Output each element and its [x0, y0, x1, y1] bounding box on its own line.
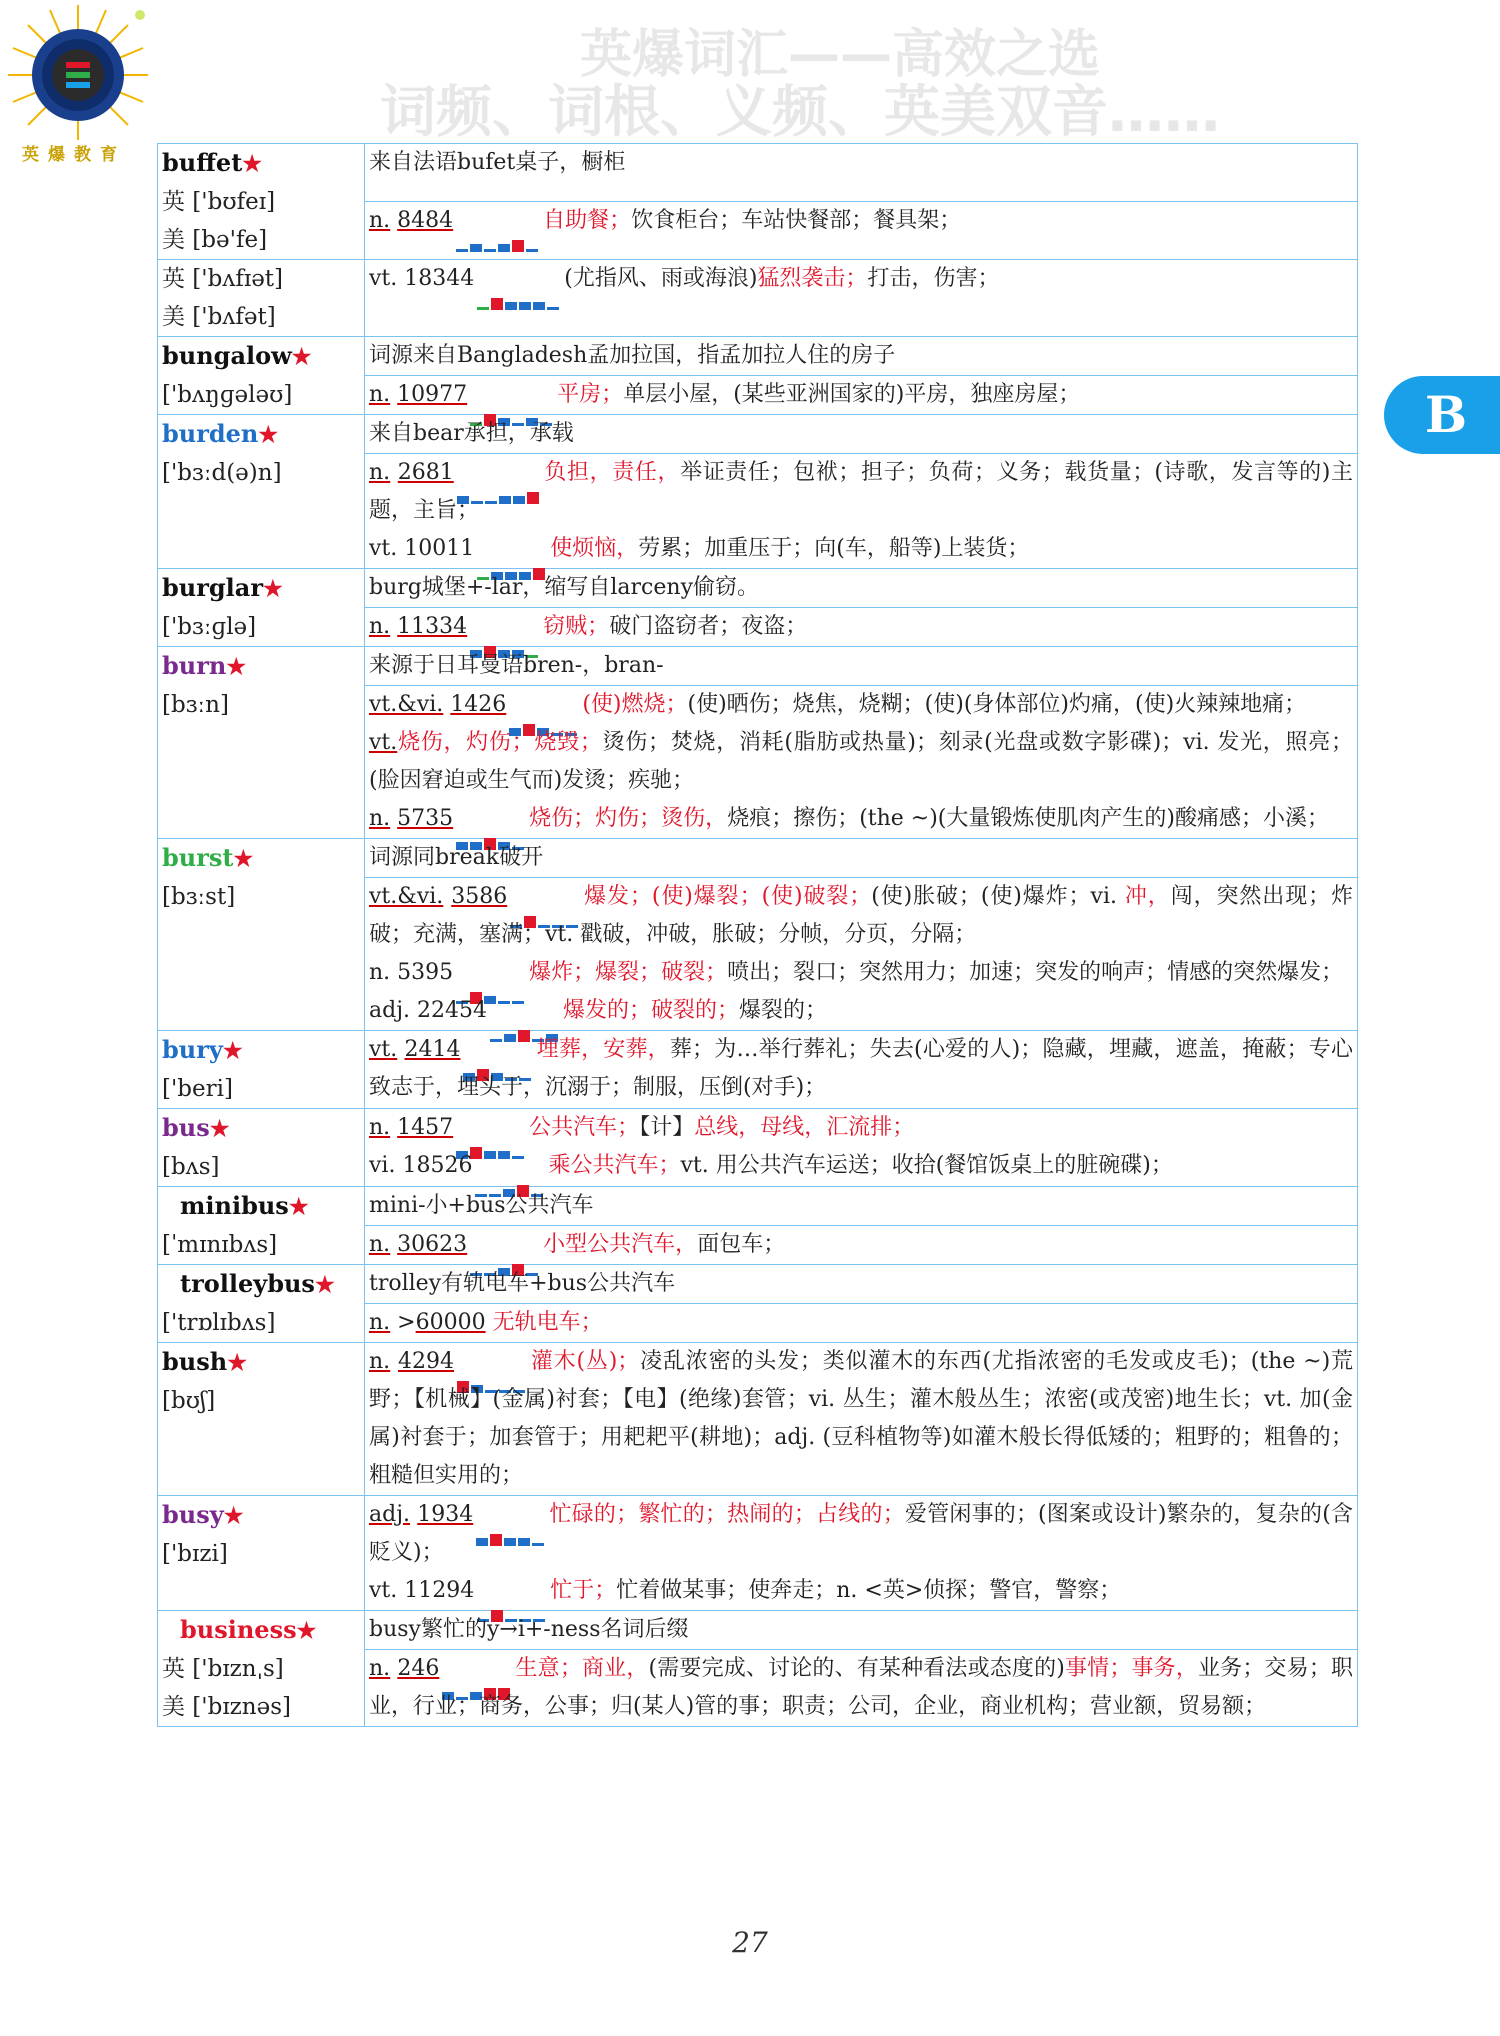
- key-meaning: 忙于；: [550, 1578, 617, 1603]
- headword: [162, 1109, 360, 1148]
- entry-row: [158, 260, 1358, 337]
- definition-text: 【计】: [639, 1115, 695, 1140]
- headword: [162, 839, 360, 878]
- headword-text: burn: [162, 651, 227, 680]
- section-letter-tab[interactable]: B: [1384, 376, 1500, 454]
- headword-cell: [158, 1496, 365, 1611]
- headword-text: buffet: [162, 148, 243, 177]
- star-icon: ★: [227, 1350, 247, 1376]
- definition-text: (使)晒伤；烧焦，烧糊；(使)(身体部位)灼痛，(使)火辣辣地痛；: [687, 692, 1307, 717]
- headword: [162, 569, 360, 608]
- frequency-segment: [518, 1538, 530, 1546]
- definition-cell: [365, 1109, 1358, 1187]
- key-meaning: 公共汽车；: [529, 1115, 640, 1140]
- definition-line: [369, 376, 1353, 414]
- definition-line: [369, 1147, 1353, 1185]
- key-meaning: 忙碌的；繁忙的；热闹的；占线的；: [549, 1502, 905, 1527]
- frequency-bar-icon: [490, 1004, 560, 1018]
- definition-line: [369, 1496, 1353, 1572]
- definition-line: [369, 202, 1353, 240]
- definition-text: 烧痕；擦伤；(the ~)(大量锻炼使肌肉产生的)酸痛感；小溪；: [727, 806, 1329, 831]
- key-meaning: 无轨电车；: [492, 1310, 603, 1335]
- frequency-bar-icon: [477, 1584, 547, 1598]
- definition-cell: [365, 1187, 1358, 1226]
- phonetic: [bɜːst]: [162, 884, 236, 910]
- frequency-segment: [526, 249, 538, 252]
- definition-cell: [365, 1343, 1358, 1496]
- definition-text: 凌乱浓密的头发；类似灌木的东西(尤指浓密的毛发或皮毛)；(the ~)荒野；【机械】(金属)衬套；【电】(绝缘)套管；vi. 丛生；灌木般丛生；浓密(或茂密)地生长；vt. 加(金属)衬套于；加套管于；用耙耙平(耕地)；adj. (豆科植物等)如灌木般长得低矮的；粗野的；粗鲁的；粗糙但实用的；: [369, 1349, 1353, 1488]
- key-meaning: 小型公共汽车，: [543, 1232, 698, 1257]
- frequency-bar-icon: [477, 542, 547, 556]
- frequency-segment: [505, 302, 517, 310]
- watermark-line2: 词频、词根、义频、英美双音……: [380, 80, 1220, 145]
- headword-text: bury: [162, 1035, 223, 1064]
- frequency-bar-icon: [456, 1121, 526, 1135]
- definition-text: 2681: [397, 460, 454, 485]
- frequency-segment: [519, 302, 531, 310]
- frequency-segment: [490, 1534, 502, 1546]
- definition-text: vt. 11294: [369, 1578, 475, 1603]
- definition-text: n. 5395: [369, 960, 454, 985]
- definition-text: 5735: [397, 806, 454, 831]
- star-icon: ★: [226, 654, 247, 680]
- definition-text: (需要完成、讨论的、有某种看法或态度的): [648, 1656, 1065, 1681]
- frequency-segment: [513, 496, 525, 504]
- definition-line: [369, 530, 1353, 568]
- phonetic: 英 ['bʊfeɪ]: [162, 189, 276, 215]
- headword: [162, 337, 360, 376]
- frequency-bar-icon: [470, 620, 540, 634]
- headword: [162, 647, 360, 686]
- logo-text: 英爆教育: [22, 145, 126, 165]
- definition-cell: [365, 144, 1358, 202]
- key-meaning: 埋葬，安葬，: [536, 1037, 670, 1062]
- phonetic: ['bɪzi]: [162, 1541, 228, 1567]
- definition-line: [369, 1109, 1353, 1147]
- headword-cell: [158, 1611, 365, 1727]
- definition-cell: [365, 1304, 1358, 1343]
- definition-cell: [365, 647, 1358, 686]
- definition-line: [369, 608, 1353, 646]
- definition-text: 来自法语bufet桌子，橱柜: [369, 150, 626, 175]
- frequency-segment: [533, 302, 545, 310]
- definition-text: 来自bear承担，承载: [369, 421, 574, 446]
- headword-cell: [158, 1187, 365, 1265]
- entry-row: [158, 337, 1358, 376]
- definition-line: [369, 954, 1353, 992]
- star-icon: ★: [288, 1194, 309, 1220]
- definition-text: vi. 18526: [369, 1153, 473, 1178]
- definition-cell: [365, 1031, 1358, 1109]
- definition-line: [369, 724, 1353, 800]
- dictionary-table: [157, 143, 1358, 1727]
- key-meaning: 事情；事务，: [1064, 1656, 1198, 1681]
- star-icon: ★: [223, 1503, 244, 1529]
- headword: [162, 1265, 360, 1304]
- definition-line: [369, 878, 1353, 954]
- headword-cell: [158, 337, 365, 415]
- definition-text: [390, 460, 398, 485]
- key-meaning: 负担，责任，: [543, 460, 681, 485]
- definition-text: 破门盗窃者；夜盗；: [609, 614, 808, 639]
- definition-text: n.: [369, 1310, 391, 1335]
- phonetic: ['bɜːɡlə]: [162, 614, 257, 640]
- frequency-segment: [470, 244, 482, 252]
- entry-row: [158, 1109, 1358, 1187]
- definition-text: 3586: [451, 884, 508, 909]
- definition-text: vt. 用公共汽车运送；收拾(餐馆饭桌上的脏碗碟)；: [680, 1153, 1173, 1178]
- headword: [162, 1187, 360, 1226]
- definition-text: vt. 10011: [369, 536, 475, 561]
- key-meaning: 总线，母线，汇流排；: [694, 1115, 915, 1140]
- definition-text: n.: [369, 208, 391, 233]
- definition-line: [369, 1650, 1353, 1726]
- definition-text: 喷出；裂口；突然用力；加速；突发的响声；情感的突然爆发；: [727, 960, 1344, 985]
- definition-line: [369, 1031, 1353, 1107]
- headword: [162, 144, 360, 183]
- definition-line: [369, 144, 1353, 182]
- brand-logo: [0, 0, 160, 170]
- definition-text: (尤指风、雨或海浪): [564, 266, 758, 291]
- definition-text: n.: [369, 614, 391, 639]
- headword-cell: [158, 569, 365, 647]
- entry-row: [158, 569, 1358, 608]
- headword: [162, 1343, 360, 1382]
- definition-text: 单层小屋，(某些亚洲国家的)平房，独座房屋；: [623, 382, 1081, 407]
- key-meaning: 爆发；(使)爆裂；(使)破裂；: [583, 884, 872, 909]
- frequency-segment: [512, 240, 524, 252]
- star-icon: ★: [291, 344, 312, 370]
- definition-text: busy繁忙的y→i+-ness名词后缀: [369, 1617, 689, 1642]
- key-meaning: 爆炸；爆裂；破裂；: [529, 960, 728, 985]
- entry-row: [158, 1187, 1358, 1226]
- headword-text: minibus: [180, 1191, 289, 1220]
- phonetic: ['bɜːd(ə)n]: [162, 460, 282, 486]
- frequency-segment: [476, 1538, 488, 1546]
- frequency-segment: [477, 307, 489, 310]
- headword-cell: [158, 260, 365, 337]
- phonetic: [bʌs]: [162, 1154, 220, 1180]
- phonetic: ['trɒlɪbʌs]: [162, 1310, 276, 1336]
- definition-text: mini-小+bus公共汽车: [369, 1193, 594, 1218]
- headword-text: burden: [162, 419, 259, 448]
- definition-text: 词源同break破开: [369, 845, 544, 870]
- headword: [162, 1611, 360, 1650]
- definition-text: 忙着做某事；使奔走；n. <英>侦探；警官，警察；: [616, 1578, 1122, 1603]
- definition-text: 烫伤；焚烧，消耗(脂肪或热量)；刻录(光盘或数字影碟)；vi. 发光，照亮；(脸因窘迫或生气而)发烫；疾驰；: [369, 730, 1353, 793]
- definition-text: n.: [369, 382, 391, 407]
- definition-text: adj.: [369, 1502, 411, 1527]
- definition-line: [369, 1611, 1353, 1649]
- frequency-bar-icon: [475, 1159, 545, 1173]
- definition-line: [369, 1572, 1353, 1610]
- frequency-segment: [491, 298, 503, 310]
- headword-cell: [158, 144, 365, 260]
- headword-cell: [158, 1265, 365, 1343]
- star-icon: ★: [296, 1618, 317, 1644]
- definition-line: [369, 647, 1353, 685]
- frequency-segment: [532, 1543, 544, 1546]
- definition-text: vt.: [369, 1037, 398, 1062]
- headword-cell: [158, 415, 365, 569]
- entry-row: [158, 1031, 1358, 1109]
- frequency-segment: [547, 307, 559, 310]
- definition-line: [369, 337, 1353, 375]
- headword: [162, 415, 360, 454]
- definition-cell: [365, 260, 1358, 337]
- definition-text: 面包车；: [697, 1232, 786, 1257]
- definition-text: 打击，伤害；: [867, 266, 1000, 291]
- headword: [162, 1496, 360, 1535]
- definition-text: 8484: [397, 208, 454, 233]
- definition-text: 60000: [415, 1310, 486, 1335]
- definition-text: 葬；为…举行葬礼；失去(心爱的人)；隐藏，埋藏，遮盖，掩蔽；专心致志于，埋头于，沉溺于；制服，压倒(对手)；: [369, 1037, 1353, 1100]
- entry-row: [158, 415, 1358, 454]
- headword-text: trolleybus: [180, 1269, 315, 1298]
- frequency-bar-icon: [456, 966, 526, 980]
- definition-text: 饮食柜台；车站快餐部；餐具架；: [631, 208, 962, 233]
- entry-row: [158, 1343, 1358, 1496]
- definition-text: burg城堡+-lar，缩写自larceny偷窃。: [369, 575, 759, 600]
- definition-text: n.: [369, 806, 391, 831]
- entry-row: [158, 144, 1358, 202]
- watermark-line1: 英爆词汇——高效之选: [579, 25, 1100, 85]
- key-meaning: 生意；商业，: [515, 1656, 649, 1681]
- key-meaning: 乘公共汽车；: [548, 1153, 681, 1178]
- definition-cell: [365, 202, 1358, 260]
- definition-text: 劳累；加重压于；向(车，船等)上装货；: [638, 536, 1030, 561]
- definition-cell: [365, 878, 1358, 1031]
- key-meaning: 冲，: [1124, 884, 1171, 909]
- frequency-segment: [485, 501, 497, 504]
- key-meaning: 自助餐；: [543, 208, 632, 233]
- definition-cell: [365, 454, 1358, 569]
- headword-text: bush: [162, 1347, 228, 1376]
- definition-cell: [365, 1496, 1358, 1611]
- frequency-bar-icon: [457, 466, 541, 480]
- definition-cell: [365, 337, 1358, 376]
- definition-cell: [365, 1650, 1358, 1727]
- definition-text: 10977: [397, 382, 468, 407]
- phonetic: 英 ['bʌfɪət]: [162, 266, 284, 292]
- definition-text: n.: [369, 1115, 391, 1140]
- phonetic: ['beri]: [162, 1076, 233, 1102]
- definition-text: n.: [369, 1232, 391, 1257]
- definition-cell: [365, 1226, 1358, 1265]
- definition-line: [369, 415, 1353, 453]
- phonetic: 英 ['bɪznˌs]: [162, 1656, 284, 1682]
- entry-row: [158, 1611, 1358, 1650]
- headword-text: burglar: [162, 573, 263, 602]
- frequency-segment: [527, 492, 539, 504]
- definition-line: [369, 260, 1353, 298]
- definition-cell: [365, 415, 1358, 454]
- definition-text: n.: [369, 1349, 391, 1374]
- definition-text: 举证责任；包袱；担子；负荷；义务；载货量；(诗歌，发言等的)主题，主旨；: [369, 460, 1353, 523]
- key-meaning: 使烦恼，: [550, 536, 639, 561]
- frequency-segment: [498, 244, 510, 252]
- definition-text: 1457: [397, 1115, 454, 1140]
- definition-text: 30623: [397, 1232, 468, 1257]
- key-meaning: 窃贼；: [543, 614, 610, 639]
- frequency-segment: [456, 249, 468, 252]
- sunburst-logo-icon: [0, 0, 160, 140]
- phonetic: [bɜːn]: [162, 692, 229, 718]
- definition-line: [369, 454, 1353, 530]
- headword-cell: [158, 1031, 365, 1109]
- definition-text: 爱管闲事的；(图案或设计)繁杂的，复杂的(含贬义)；: [369, 1502, 1353, 1565]
- star-icon: ★: [258, 422, 279, 448]
- headword-text: bus: [162, 1113, 210, 1142]
- definition-text: 业务；交易；职业，行业；商务，公事；归(某人)管的事；职责；公司，企业，商业机构；营业额，贸易额；: [369, 1656, 1353, 1719]
- phonetic: [ˈmɪnɪbʌs]: [162, 1232, 278, 1258]
- headword: [162, 1031, 360, 1070]
- frequency-segment: [504, 1538, 516, 1546]
- definition-cell: [365, 376, 1358, 415]
- definition-text: [486, 1310, 493, 1335]
- key-meaning: 平房；: [557, 382, 624, 407]
- definition-line: [369, 1343, 1353, 1495]
- star-icon: ★: [242, 151, 263, 177]
- key-meaning: 猛烈袭击；: [757, 266, 868, 291]
- frequency-segment: [499, 496, 511, 504]
- phonetic: 美 [bə'fe]: [162, 227, 268, 253]
- definition-text: adj. 22454: [369, 998, 487, 1023]
- frequency-bar-icon: [470, 388, 554, 402]
- headword-cell: [158, 1109, 365, 1187]
- definition-text: >: [390, 1310, 416, 1335]
- definition-cell: [365, 686, 1358, 839]
- frequency-segment: [484, 249, 496, 252]
- entry-row: [158, 647, 1358, 686]
- definition-text: vt.: [369, 730, 398, 755]
- entry-row: [158, 839, 1358, 878]
- frequency-bar-icon: [456, 812, 526, 826]
- definition-text: 2414: [404, 1037, 461, 1062]
- key-meaning: 烧伤；灼伤；烫伤，: [529, 806, 728, 831]
- frequency-bar-icon: [470, 1238, 540, 1252]
- definition-text: [390, 1349, 398, 1374]
- definition-text: 闯，突然出现；炸破；充满，塞满；vt. 戳破，冲破，胀破；分帧，分页，分隔；: [369, 884, 1353, 947]
- frequency-bar-icon: [510, 890, 580, 904]
- key-meaning: 爆发的；破裂的；: [563, 998, 740, 1023]
- frequency-bar-icon: [442, 1662, 512, 1676]
- frequency-bar-icon: [457, 1355, 527, 1369]
- definition-cell: [365, 569, 1358, 608]
- definition-line: [369, 1265, 1353, 1303]
- headword-text: bungalow: [162, 341, 292, 370]
- definition-text: vt.&vi.: [369, 692, 444, 717]
- definition-text: 11334: [397, 614, 468, 639]
- definition-text: n.: [369, 1656, 391, 1681]
- frequency-bar-icon: [463, 1043, 533, 1057]
- headword-cell: [158, 839, 365, 1031]
- definition-line: [369, 800, 1353, 838]
- definition-line: [369, 992, 1353, 1030]
- definition-text: vt.&vi.: [369, 884, 444, 909]
- headword-cell: [158, 1343, 365, 1496]
- phonetic: ['bʌŋɡələʊ]: [162, 382, 293, 408]
- definition-cell: [365, 1611, 1358, 1650]
- definition-line: [369, 1226, 1353, 1264]
- star-icon: ★: [222, 1038, 243, 1064]
- definition-line: [369, 686, 1353, 724]
- definition-cell: [365, 608, 1358, 647]
- definition-text: 1934: [417, 1502, 474, 1527]
- entry-row: [158, 1496, 1358, 1611]
- key-meaning: 灌木(丛)；: [530, 1349, 640, 1374]
- definition-line: [369, 1304, 1353, 1342]
- headword-text: busy: [162, 1500, 224, 1529]
- star-icon: ★: [209, 1116, 230, 1142]
- headword-cell: [158, 647, 365, 839]
- page-number: 27: [732, 1926, 768, 1959]
- definition-text: trolley有轨电车+bus公共汽车: [369, 1271, 676, 1296]
- phonetic: 美 ['bɪznəs]: [162, 1694, 292, 1720]
- definition-line: [369, 1187, 1353, 1225]
- phonetic: 美 ['bʌfət]: [162, 304, 276, 330]
- definition-cell: [365, 839, 1358, 878]
- definition-text: 词源来自Bangladesh孟加拉国，指孟加拉人住的房子: [369, 343, 896, 368]
- key-meaning: (使)燃烧；: [582, 692, 688, 717]
- phonetic: [bʊʃ]: [162, 1388, 216, 1414]
- definition-cell: [365, 1265, 1358, 1304]
- definition-text: 1426: [450, 692, 507, 717]
- frequency-bar-icon: [477, 272, 561, 286]
- frequency-bar-icon: [476, 1508, 546, 1522]
- key-meaning: 烧伤，灼伤；烧毁；: [397, 730, 602, 755]
- definition-text: 246: [397, 1656, 440, 1681]
- star-icon: ★: [314, 1272, 335, 1298]
- definition-text: 爆裂的；: [739, 998, 828, 1023]
- frequency-bar-icon: [509, 698, 579, 712]
- definition-line: [369, 839, 1353, 877]
- star-icon: ★: [233, 846, 254, 872]
- definition-text: vt. 18344: [369, 266, 475, 291]
- headword-text: burst: [162, 843, 234, 872]
- entry-row: [158, 1265, 1358, 1304]
- definition-text: n.: [369, 460, 391, 485]
- headword-text: business: [180, 1615, 297, 1644]
- definition-text: (使)胀破；(使)爆炸；vi.: [871, 884, 1125, 909]
- definition-text: 来源于日耳曼语bren-，bran-: [369, 653, 664, 678]
- star-icon: ★: [262, 576, 283, 602]
- definition-line: [369, 569, 1353, 607]
- frequency-bar-icon: [456, 214, 540, 228]
- definition-text: 4294: [398, 1349, 454, 1374]
